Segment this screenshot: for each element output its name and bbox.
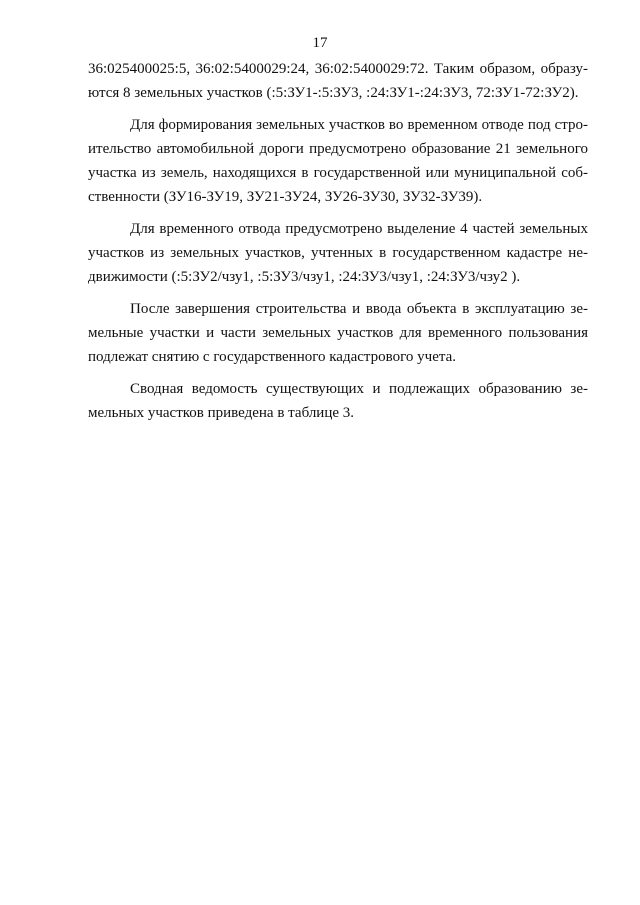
- text-line: участка из земель, находящихся в государственной или муниципальной соб-: [88, 165, 588, 181]
- text-line: 36:025400025:5, 36:02:5400029:24, 36:02:5400029:72. Таким образом, образу-: [88, 61, 588, 77]
- text-line: ются 8 земельных участков (:5:ЗУ1-:5:ЗУ3, :24:ЗУ1-:24:ЗУ3, 72:ЗУ1-72:ЗУ2).: [88, 85, 579, 101]
- text-line: подлежат снятию с государственного кадастрового учета.: [88, 349, 457, 365]
- text-line: мельных участков приведена в таблице 3.: [88, 405, 355, 421]
- text-line: мельные участки и части земельных участков для временного пользования: [88, 325, 588, 341]
- text-line: участков из земельных участков, учтенных в государственном кадастре не-: [88, 245, 588, 261]
- text-line: Для временного отвода предусмотрено выделение 4 частей земельных: [130, 221, 588, 237]
- page-number: 17: [312, 35, 328, 51]
- text-line: ительство автомобильной дороги предусмотрено образование 21 земельного: [88, 141, 588, 157]
- text-line: Для формирования земельных участков во временном отводе под стро-: [130, 117, 588, 133]
- text-line: ственности (ЗУ16-ЗУ19, ЗУ21-ЗУ24, ЗУ26-ЗУ30, ЗУ32-ЗУ39).: [88, 189, 483, 205]
- text-line: После завершения строительства и ввода объекта в эксплуатацию зе-: [130, 301, 588, 317]
- text-line: движимости (:5:ЗУ2/чзу1, :5:ЗУ3/чзу1, :24:ЗУ3/чзу1, :24:ЗУ3/чзу2 ).: [88, 269, 521, 285]
- text-line: Сводная ведомость существующих и подлежащих образованию зе-: [130, 381, 588, 397]
